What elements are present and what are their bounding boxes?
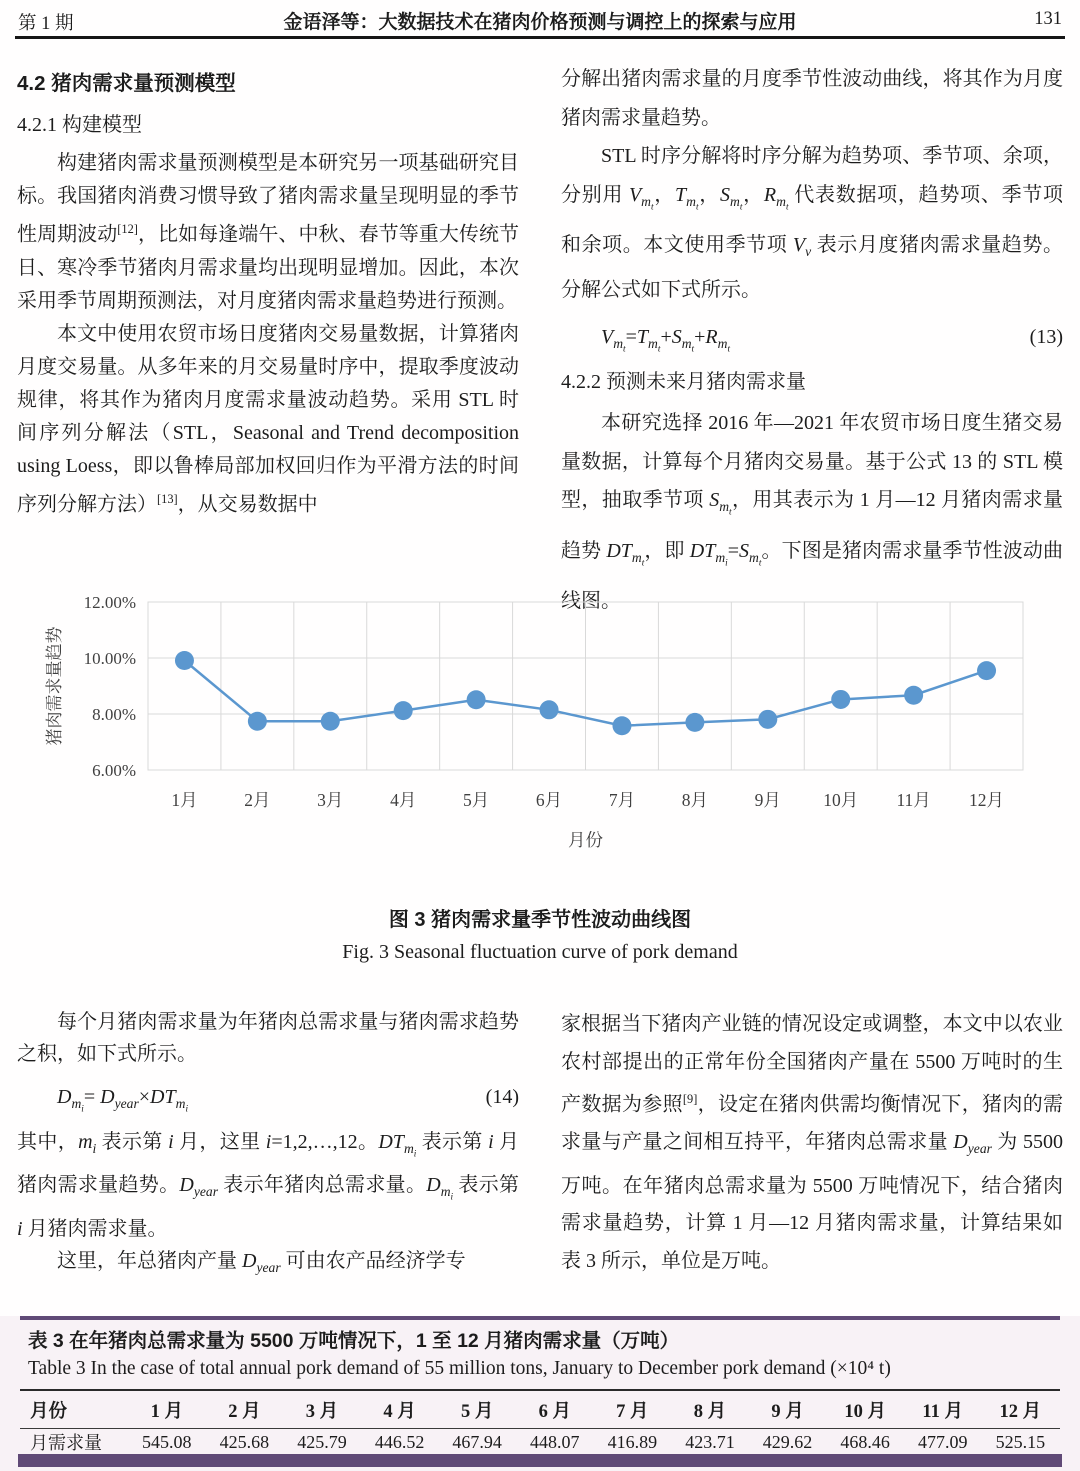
table-header-cell: 月份 bbox=[30, 1401, 68, 1422]
body-paragraph: 本研究选择 2016 年—2021 年农贸市场日度生猪交易量数据，计算每个月猪肉交易量。基于公式 13 的 STL 模型，抽取季节项 $S_{m_t}$，用其表示为 1 月—12 月猪肉需求量趋势 $DT_{m_t}$，即 $DT_{m_i}=S_{m_t}$。下图是猪肉需求量季节性波动曲线图。 bbox=[561, 412, 1064, 612]
table-header-cell: 12 月 bbox=[999, 1401, 1042, 1422]
table-header-cell: 7 月 bbox=[616, 1401, 649, 1422]
table-header-cell: 4 月 bbox=[383, 1401, 416, 1422]
svg-text:6.00%: 6.00% bbox=[92, 761, 136, 780]
svg-text:6月: 6月 bbox=[535, 790, 563, 810]
table-header-cell: 10 月 bbox=[844, 1401, 886, 1422]
table-cell: 467.94 bbox=[452, 1431, 502, 1452]
table-header-cell: 3 月 bbox=[305, 1401, 339, 1422]
running-title: 金语泽等：大数据技术在猪肉价格预测与调控上的探索与应用 bbox=[283, 12, 797, 33]
svg-text:12.00%: 12.00% bbox=[83, 593, 136, 612]
table-header-row bbox=[20, 1391, 1060, 1429]
svg-text:猪肉需求量趋势: 猪肉需求量趋势 bbox=[45, 626, 64, 746]
table-caption-en: Table 3 In the case of total annual pork demand of 55 million tons, January to December pork demand (×10⁴ t) bbox=[28, 1358, 891, 1379]
figure-caption-en: Fig. 3 Seasonal fluctuation curve of pork demand bbox=[342, 941, 738, 963]
table-cell: 477.09 bbox=[917, 1431, 968, 1452]
figure-caption-cn: 图 3 猪肉需求量季节性波动曲线图 bbox=[388, 909, 692, 931]
table-header-cell: 1 月 bbox=[150, 1401, 183, 1422]
table-cell: 468.46 bbox=[840, 1431, 890, 1452]
left-column-bottom bbox=[17, 1006, 519, 1284]
svg-text:4月: 4月 bbox=[390, 790, 417, 810]
equation-13-number: (13) bbox=[1029, 325, 1063, 348]
equation-13 bbox=[561, 326, 1063, 354]
right-column-bottom bbox=[561, 1006, 1063, 1284]
svg-text:2月: 2月 bbox=[244, 790, 271, 810]
table-cell: 429.62 bbox=[762, 1431, 813, 1452]
chart-axis-labels bbox=[45, 593, 1004, 850]
body-paragraph: 其中，$m_i$ 表示第 i 月，这里 i=1,2,…,12。$DT_{m_i}$ 表示第 i 月猪肉需求量趋势。$D_{year}$ 表示年猪肉总需求量。$D_{m_i}$ 表示第 i 月猪肉需求量。 bbox=[17, 1130, 520, 1241]
table-caption-cn: 表 3 在年猪肉总需求量为 5500 万吨情况下，1 至 12 月猪肉需求量（万吨） bbox=[28, 1330, 680, 1352]
table-row bbox=[20, 1429, 1060, 1454]
svg-text:11月: 11月 bbox=[896, 790, 931, 810]
svg-text:月份: 月份 bbox=[568, 830, 603, 850]
chart-gridlines bbox=[148, 602, 1023, 770]
table-header-cell: 2 月 bbox=[228, 1401, 261, 1422]
svg-text:5月: 5月 bbox=[463, 790, 490, 810]
equation-14-number: (14) bbox=[485, 1086, 519, 1108]
table-top-rule bbox=[20, 1316, 1060, 1320]
seasonal-fluctuation-chart bbox=[0, 572, 1080, 872]
page-number: 131 bbox=[1034, 9, 1062, 29]
body-paragraph: 分解出猪肉需求量的月度季节性波动曲线，将其作为月度猪肉需求量趋势。 bbox=[561, 68, 1063, 129]
table-bottom-rule bbox=[18, 1454, 1062, 1467]
body-paragraph: STL 时序分解将时序分解为趋势项、季节项、余项，分别用 $V_{m_t}$，$T_{m_t}$，$S_{m_t}$，$R_{m_t}$ 代表数据项，趋势项、季节项和余项。本文使用季节项 $V_v$ 表示月度猪肉需求量趋势。分解公式如下式所示。 bbox=[561, 145, 1064, 302]
body-paragraph: 这里，年总猪肉产量 $D_{year}$ 可由农产品经济学专 bbox=[57, 1250, 466, 1276]
table-cell: 545.08 bbox=[142, 1431, 192, 1452]
section-4-2-heading: 4.2 猪肉需求量预测模型 bbox=[17, 72, 236, 95]
body-paragraph: 每个月猪肉需求量为年猪肉总需求量与猪肉需求趋势之积，如下式所示。 bbox=[17, 1011, 519, 1065]
table-cell: 425.68 bbox=[219, 1431, 270, 1452]
svg-text:9月: 9月 bbox=[754, 790, 781, 810]
svg-text:8月: 8月 bbox=[681, 790, 708, 810]
top-columns bbox=[17, 60, 1063, 620]
demand-table bbox=[20, 1389, 1060, 1454]
right-column-top bbox=[561, 60, 1063, 620]
table-row-label: 月需求量 bbox=[30, 1433, 102, 1453]
equation-14 bbox=[17, 1086, 519, 1114]
section-4-2-1-heading: 4.2.1 构建模型 bbox=[17, 114, 142, 136]
body-paragraph: 构建猪肉需求量预测模型是本研究另一项基础研究目标。我国猪肉消费习惯导致了猪肉需求量呈现明显的季节性周期波动[12]，比如每逢端午、中秋、春节等重大传统节日、寒冷季节猪肉月需求量均出现明显增加。因此，本次采用季节周期预测法，对月度猪肉需求量趋势进行预测。 bbox=[17, 152, 520, 312]
page-header bbox=[16, 7, 1064, 33]
table-cell: 525.15 bbox=[995, 1431, 1046, 1452]
line-chart-svg bbox=[0, 572, 1080, 872]
svg-text:1月: 1月 bbox=[171, 790, 198, 810]
table-header-cell: 11 月 bbox=[922, 1401, 964, 1422]
svg-text:10月: 10月 bbox=[823, 790, 859, 810]
table-cell: 446.52 bbox=[374, 1431, 425, 1452]
table-cell: 425.79 bbox=[297, 1431, 347, 1452]
svg-text:3月: 3月 bbox=[317, 790, 344, 810]
table-header-cell: 9 月 bbox=[771, 1401, 804, 1422]
svg-text:10.00%: 10.00% bbox=[83, 649, 136, 668]
table-3-block bbox=[0, 1316, 1080, 1471]
table-header-cell: 5 月 bbox=[460, 1401, 494, 1422]
header-rule bbox=[15, 36, 1065, 39]
table-cell: 423.71 bbox=[685, 1431, 735, 1452]
table-cell: 448.07 bbox=[530, 1431, 580, 1452]
equation-13-body: $V_{m_t}=T_{m_t}+S_{m_t}+R_{m_t}$ bbox=[601, 325, 731, 354]
body-paragraph: 家根据当下猪肉产业链的情况设定或调整，本文中以农业农村部提出的正常年份全国猪肉产量在 5500 万吨时的生产数据为参照[9]，设定在猪肉供需均衡情况下，猪肉的需求量与产量之间相互持平，年猪肉总需求量 $D_{year}$ 为 5500 万吨。在年猪肉总需求量为 5500 万吨情况下，结合猪肉需求量趋势，计算 1 月—12 月猪肉需求量，计算结果如表 3 所示，单位是万吨。 bbox=[561, 1013, 1064, 1272]
table-header-cell: 8 月 bbox=[693, 1401, 727, 1422]
svg-text:7月: 7月 bbox=[608, 790, 636, 810]
left-column-top bbox=[17, 60, 519, 620]
svg-text:12月: 12月 bbox=[969, 790, 1005, 810]
table-header-cell: 6 月 bbox=[538, 1401, 571, 1422]
svg-text:8.00%: 8.00% bbox=[92, 705, 136, 724]
bottom-columns bbox=[17, 1006, 1063, 1284]
journal-issue: 第 1 期 bbox=[18, 14, 74, 34]
section-4-2-2-heading: 4.2.2 预测未来月猪肉需求量 bbox=[561, 371, 806, 394]
table-cell: 416.89 bbox=[607, 1431, 658, 1452]
equation-14-body: $D_{m_i}= D_{year}\times DT_{m_i}$ bbox=[57, 1086, 189, 1114]
body-paragraph: 本文中使用农贸市场日度猪肉交易量数据，计算猪肉月度交易量。从多年来的月交易量时序中，提取季度波动规律，将其作为猪肉月度需求量波动趋势。采用 STL 时间序列分解法（STL，Seasonal and Trend decomposition using Loess，即以鲁棒局部加权回归作为平滑方法的时间序列分解方法）[13]，从交易数据中 bbox=[17, 322, 519, 516]
